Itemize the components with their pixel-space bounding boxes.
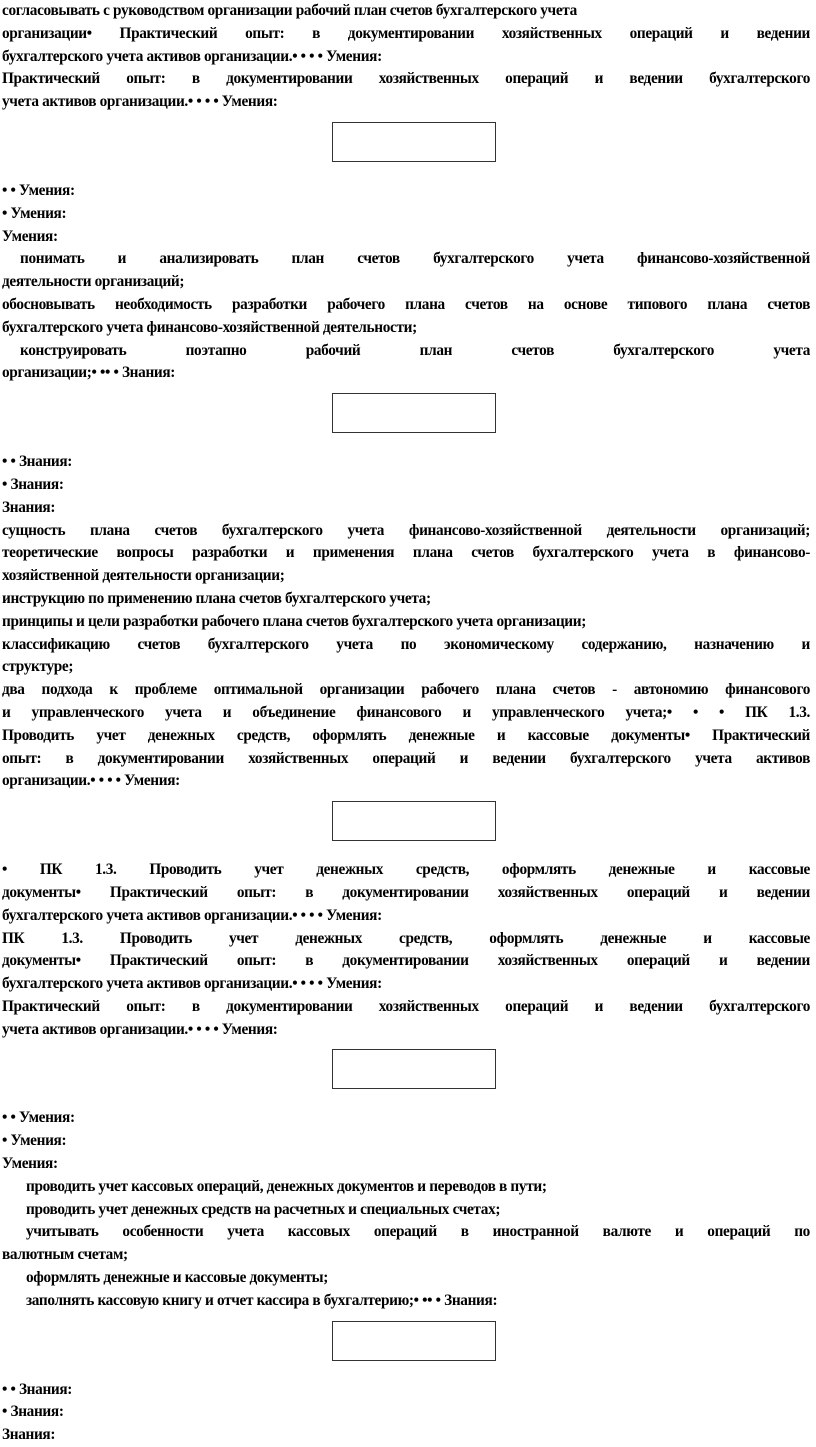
text-line: • Знания: bbox=[2, 1403, 64, 1421]
text-line: • • Умения: bbox=[2, 181, 75, 199]
paragraph-block-5 bbox=[2, 1107, 810, 1312]
text-line: • ПК 1.3. Проводить учет денежных средств, оформлять денежные и кассовые bbox=[2, 861, 810, 879]
paragraph-block-3 bbox=[2, 451, 810, 793]
text-line: опыт: в документировании хозяйственных операций и ведении бухгалтерского учета активов bbox=[2, 749, 810, 767]
text-line: классификацию счетов бухгалтерского учета по экономическому содержанию, назначению и bbox=[2, 635, 810, 653]
text-line: заполнять кассовую книгу и отчет кассира в бухгалтерию;• •• • Знания: bbox=[26, 1291, 498, 1309]
text-line: документы• Практический опыт: в документировании хозяйственных операций и ведении bbox=[2, 883, 810, 901]
text-line: • Знания: bbox=[2, 475, 64, 493]
text-line: Проводить учет денежных средств, оформлять денежные и кассовые документы• Практический bbox=[2, 726, 810, 744]
text-line: Знания: bbox=[2, 1426, 56, 1444]
empty-frame-box bbox=[332, 801, 496, 841]
text-line: Умения: bbox=[2, 227, 58, 245]
text-line: учитывать особенности учета кассовых операций в иностранной валюте и операций по bbox=[26, 1223, 810, 1241]
empty-frame-box bbox=[332, 122, 496, 162]
paragraph-block-6 bbox=[2, 1379, 810, 1447]
text-line: согласовывать с руководством организации рабочий план счетов бухгалтерского учета bbox=[2, 2, 577, 19]
text-line: • • Знания: bbox=[2, 453, 73, 471]
text-line: сущность плана счетов бухгалтерского учета финансово-хозяйственной деятельности организаций; bbox=[2, 521, 810, 539]
text-line: бухгалтерского учета активов организации.• • • • Умения: bbox=[2, 47, 382, 65]
text-line: деятельности организаций; bbox=[2, 273, 185, 291]
text-line: ПК 1.3. Проводить учет денежных средств, оформлять денежные и кассовые bbox=[2, 929, 810, 947]
text-line: • • Знания: bbox=[2, 1380, 73, 1398]
text-line: проводить учет денежных средств на расчетных и специальных счетах; bbox=[26, 1200, 501, 1218]
text-line: бухгалтерского учета активов организации.• • • • Умения: bbox=[2, 975, 382, 993]
text-line: учета активов организации.• • • • Умения: bbox=[2, 1020, 278, 1038]
text-line: учета активов организации.• • • • Умения: bbox=[2, 93, 278, 111]
text-line: • Умения: bbox=[2, 1132, 67, 1150]
text-line: документы• Практический опыт: в документировании хозяйственных операций и ведении bbox=[2, 952, 810, 970]
text-line: Практический опыт: в документировании хозяйственных операций и ведении бухгалтерского bbox=[2, 997, 810, 1015]
text-line: валютным счетам; bbox=[2, 1246, 128, 1264]
text-line: организации.• • • • Умения: bbox=[2, 772, 180, 790]
text-line: • Умения: bbox=[2, 204, 67, 222]
text-line: организации;• •• • Знания: bbox=[2, 364, 176, 382]
text-line: бухгалтерского учета активов организации.• • • • Умения: bbox=[2, 906, 382, 924]
text-line: и управленческого учета и объединение финансового и управленческого учета;• • • ПК 1.3. bbox=[2, 703, 810, 721]
empty-frame-box bbox=[332, 1049, 496, 1089]
text-line: принципы и цели разработки рабочего плана счетов бухгалтерского учета организации; bbox=[2, 612, 586, 630]
text-line: • • Умения: bbox=[2, 1109, 75, 1127]
text-line: проводить учет кассовых операций, денежных документов и переводов в пути; bbox=[26, 1177, 547, 1195]
text-line: Знания: bbox=[2, 498, 56, 516]
text-line: Практический опыт: в документировании хозяйственных операций и ведении бухгалтерского bbox=[2, 70, 810, 88]
text-line: структуре; bbox=[2, 658, 74, 676]
text-line: обосновывать необходимость разработки рабочего плана счетов на основе типового плана счетов bbox=[2, 295, 810, 313]
text-line: теоретические вопросы разработки и применения плана счетов бухгалтерского учета в финансово- bbox=[2, 544, 810, 562]
text-line: конструировать поэтапно рабочий план счетов бухгалтерского учета bbox=[20, 341, 810, 359]
text-line: бухгалтерского учета финансово-хозяйственной деятельности; bbox=[2, 318, 417, 336]
text-line: хозяйственной деятельности организации; bbox=[2, 567, 285, 585]
paragraph-block-1 bbox=[2, 0, 810, 114]
text-line: понимать и анализировать план счетов бухгалтерского учета финансово-хозяйственной bbox=[20, 250, 810, 268]
text-line: оформлять денежные и кассовые документы; bbox=[26, 1269, 328, 1287]
paragraph-block-4 bbox=[2, 859, 810, 1041]
text-line: инструкцию по применению плана счетов бухгалтерского учета; bbox=[2, 589, 431, 607]
paragraph-block-2 bbox=[2, 180, 810, 385]
text-line: два подхода к проблеме оптимальной организации рабочего плана счетов - автономию финансового bbox=[2, 681, 810, 699]
empty-frame-box bbox=[332, 393, 496, 433]
empty-frame-box bbox=[332, 1321, 496, 1361]
text-line: организации• Практический опыт: в документировании хозяйственных операций и ведении bbox=[2, 24, 810, 42]
text-line: Умения: bbox=[2, 1155, 58, 1173]
